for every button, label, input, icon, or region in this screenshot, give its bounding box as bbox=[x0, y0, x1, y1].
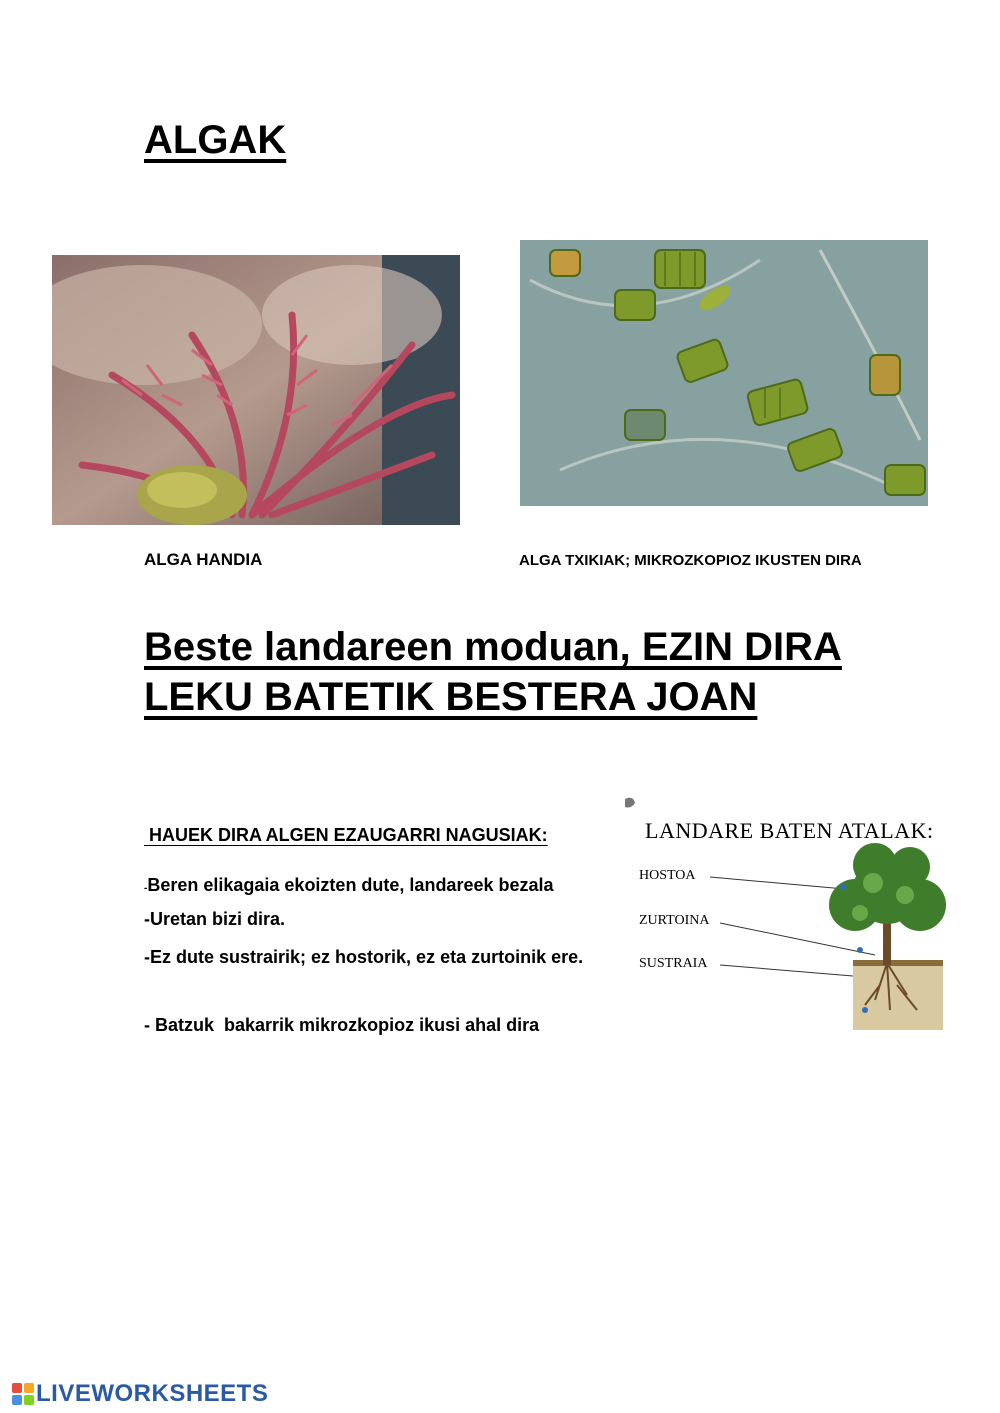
footer-brand bbox=[12, 1380, 268, 1408]
feature-text: Beren elikagaia ekoizten dute, landareek bezala bbox=[147, 875, 554, 895]
label-stem: ZURTOINA bbox=[639, 913, 710, 928]
feature-item: - Batzuk bakarrik mikrozkopioz ikusi ahal dira bbox=[144, 1015, 540, 1035]
diagram-title: LANDARE BATEN ATALAK: bbox=[645, 818, 934, 843]
feature-item bbox=[144, 868, 614, 906]
liveworksheets-logo-icon bbox=[12, 1383, 34, 1405]
red-seaweed-photo bbox=[52, 255, 460, 525]
main-statement: Beste landareen moduan, EZIN DIRA LEKU BATETIK BESTERA JOAN bbox=[144, 625, 842, 719]
feature-item: -Uretan bizi dira. bbox=[144, 909, 286, 929]
feature-item: -Ez dute sustrairik; ez hostorik, ez eta zurtoinik ere. bbox=[144, 947, 584, 967]
feature-dash: - bbox=[144, 883, 148, 894]
microscopic-algae-photo bbox=[520, 240, 928, 506]
image-caption-large-alga: ALGA HANDIA bbox=[144, 550, 263, 569]
image-caption-small-algae: ALGA TXIKIAK; MIKROZKOPIOZ IKUSTEN DIRA bbox=[519, 552, 862, 569]
label-leaf: HOSTOA bbox=[639, 868, 696, 883]
features-heading: HAUEK DIRA ALGEN EZAUGARRI NAGUSIAK: bbox=[144, 825, 548, 845]
label-root: SUSTRAIA bbox=[639, 956, 708, 971]
page-title: ALGAK bbox=[144, 118, 287, 162]
footer-brand-text: LIVEWORKSHEETS bbox=[36, 1380, 269, 1407]
